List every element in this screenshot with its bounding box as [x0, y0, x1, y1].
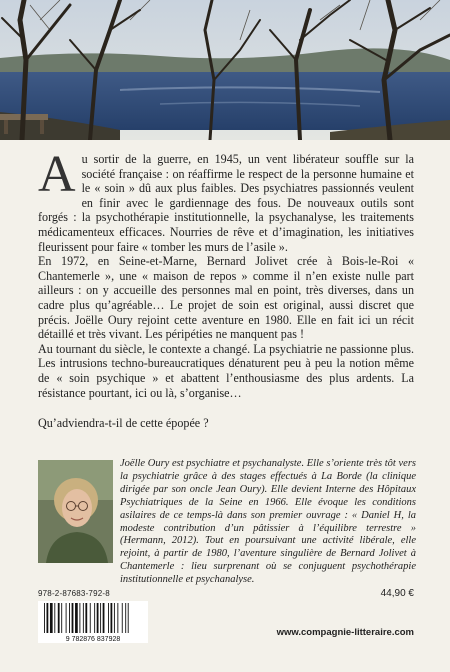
barcode-bar [100, 603, 101, 633]
barcode-bar [97, 603, 99, 633]
barcode-bar [122, 603, 123, 633]
barcode-bar [114, 603, 115, 633]
barcode-bar [108, 603, 109, 633]
barcode-bar [103, 603, 105, 633]
barcode-bar [61, 603, 62, 633]
river-landscape-image [0, 0, 450, 140]
barcode-image [38, 601, 148, 643]
barcode-bar [90, 603, 91, 633]
author-portrait [38, 460, 113, 563]
barcode-digits: 9 782876 837928 [65, 636, 121, 643]
author-bio: Joëlle Oury est psychiatre et psychanalyste. Elle s’oriente très tôt vers la psychiatrie grâce à des stages effectués à La Borde (la clinique dirigée par son oncle Jean Oury). Elle devient Interne des Hôpitaux Psychiatriques de la Seine en 1966. Elle évoque les conditions asilaires de ce temps-là dans son premier ouvrage : « Daniel H, la modeste contribution d’un pâtissier à l’équilibre terrestre » (Hermann, 2012). Tout en poursuivant une activité libérale, elle rejoint, à partir de 1980, l’aventure singulière de Bernard Jolivet à Chantemerle : lieu surprenant où se conjuguent psychothérapie institutionnelle et psychanalyse. [120, 458, 416, 586]
barcode-bar [79, 603, 80, 633]
barcode-bar [50, 603, 53, 633]
back-cover-text [38, 146, 414, 431]
author-photo-image [38, 460, 113, 563]
barcode-bar [58, 603, 60, 633]
barcode-bar [94, 603, 95, 633]
barcode-bar [85, 603, 87, 633]
barcode [38, 601, 148, 643]
barcode-bar [47, 603, 49, 633]
paragraph-3: Au tournant du siècle, le contexte a changé. La psychiatrie ne passionne plus. Les intrusions techno-bureaucratiques dénaturent peu à peu la notion même de « soin psychique » et abattent l’enthousiasme des plus ardents. La résistance pourtant, ici ou là, s’organise… [38, 341, 414, 400]
price: 44,90 € [380, 588, 414, 599]
drop-cap: A [38, 146, 76, 203]
barcode-bar [83, 603, 84, 633]
barcode-bar [54, 603, 55, 633]
closing-question: Qu’adviendra-t-il de cette épopée ? [38, 416, 209, 431]
barcode-bar [69, 603, 70, 633]
publisher-url: www.compagnie-litteraire.com [276, 627, 414, 638]
cover-photo [0, 0, 450, 140]
isbn: 978-2-87683-792-8 [38, 589, 110, 598]
barcode-bar [44, 603, 45, 633]
paragraph-2: En 1972, en Seine-et-Marne, Bernard Jolivet crée à Bois-le-Roi « Chantemerle », une « maison de repos » comme il n’en existe nulle part ailleurs : on y accueille des personnes mal en point, très diverses, dans un cadre plus qu’agréable… Le projet de soin est original, aussi discret que précis. Joëlle Oury rejoint cette aventure en 1980. Elle en fait ici un récit détaillé et très vivant. Les péripéties ne manquent pas ! [38, 254, 414, 342]
barcode-bar [66, 603, 67, 633]
barcode-bar [72, 603, 74, 633]
paragraph-1: Au sortir de la guerre, en 1945, un vent libérateur souffle sur la société française : on réaffirme le respect de la personne humaine et le « soin » dû aux plus faibles. Des psychiatres passionnés veulent en finir avec le gardiennage des fous. De nouveaux outils sont forgés : la psychothérapie institutionnelle, la psychanalyse, les traitements médicamenteux efficaces. Nourries de rêve et d’imagination, les initiatives fleurissent pour faire « tomber les murs de l’asile ». [38, 146, 414, 254]
barcode-bar [125, 603, 126, 633]
barcode-bar [111, 603, 113, 633]
barcode-bar [128, 603, 129, 633]
barcode-bar [75, 603, 78, 633]
barcode-bar [117, 603, 118, 633]
